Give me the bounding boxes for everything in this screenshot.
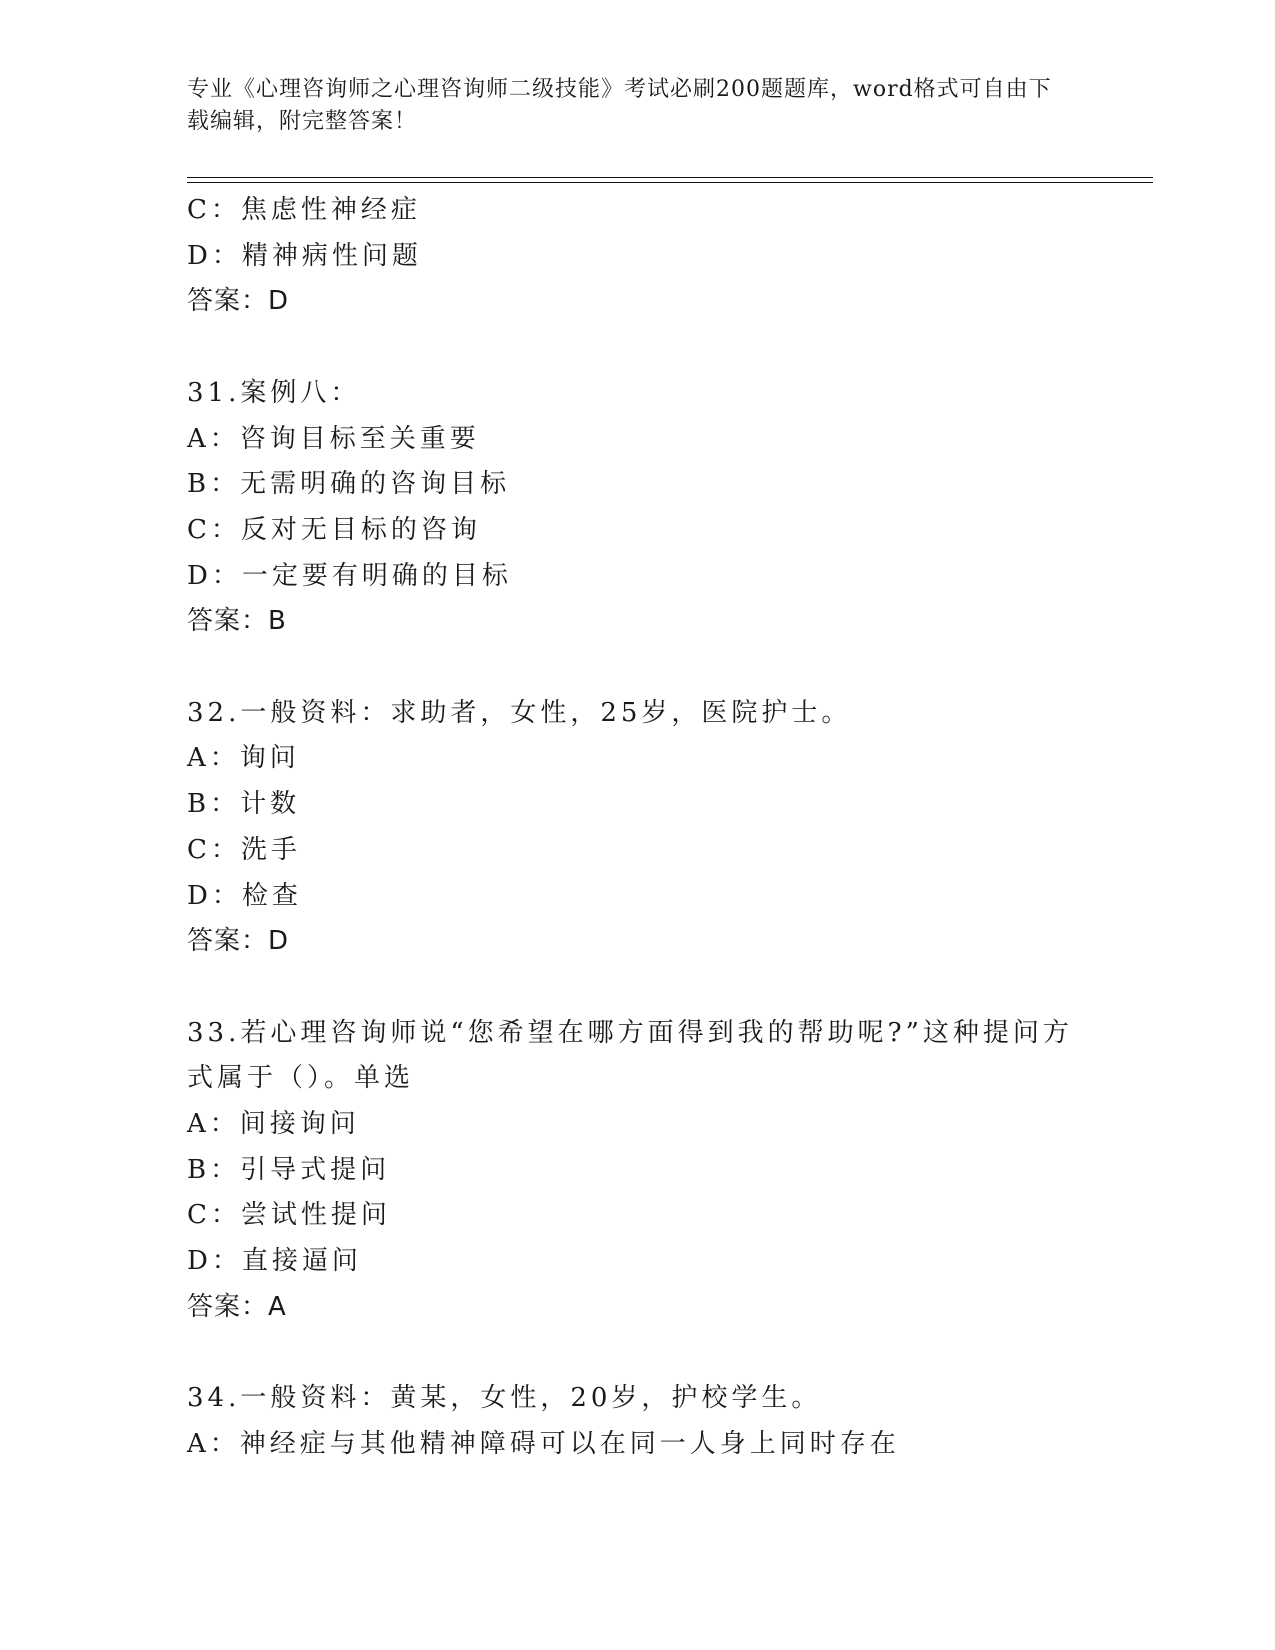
- option-b: B：引导式提问: [187, 1154, 391, 1185]
- header-rule-top: [187, 177, 1153, 178]
- option-d: D：检查: [187, 880, 302, 911]
- option-c: C：反对无目标的咨询: [187, 514, 481, 545]
- option-d: D：直接逼问: [187, 1246, 362, 1277]
- option-a: A：间接询问: [187, 1109, 360, 1140]
- answer: 答案：D: [187, 286, 290, 317]
- header-rule-bottom: [187, 182, 1153, 183]
- option-b: B：无需明确的咨询目标: [187, 469, 511, 500]
- option-b: B：计数: [187, 789, 301, 820]
- option-a: A：咨询目标至关重要: [187, 423, 480, 454]
- option-c: C：尝试性提问: [187, 1200, 391, 1231]
- option-c: C：洗手: [187, 834, 301, 865]
- page-header: 专业《心理咨询师之心理咨询师二级技能》考试必刷200题题库，word格式可自由下载编辑，附完整答案！: [187, 77, 1052, 134]
- question-list: [187, 188, 1127, 1468]
- answer: 答案：B: [187, 606, 287, 637]
- answer: 答案：D: [187, 926, 290, 957]
- option-a: A：询问: [187, 743, 300, 774]
- question-stem-33-cont: 式属于（）。单选: [187, 1063, 415, 1094]
- answer: 答案：A: [187, 1291, 287, 1322]
- option-c: C：焦虑性神经症: [187, 195, 421, 225]
- question-stem-31: 31.案例八：: [187, 377, 361, 408]
- option-d: D：精神病性问题: [187, 240, 422, 271]
- question-stem-32: 32.一般资料：求助者，女性，25岁，医院护士。: [187, 697, 852, 728]
- question-stem-33: 33.若心理咨询师说“您希望在哪方面得到我的帮助呢?”这种提问方: [187, 1017, 1073, 1048]
- option-a: A：神经症与其他精神障碍可以在同一人身上同时存在: [187, 1428, 900, 1459]
- option-d: D：一定要有明确的目标: [187, 560, 512, 591]
- question-stem-34: 34.一般资料：黄某，女性，20岁，护校学生。: [187, 1383, 822, 1414]
